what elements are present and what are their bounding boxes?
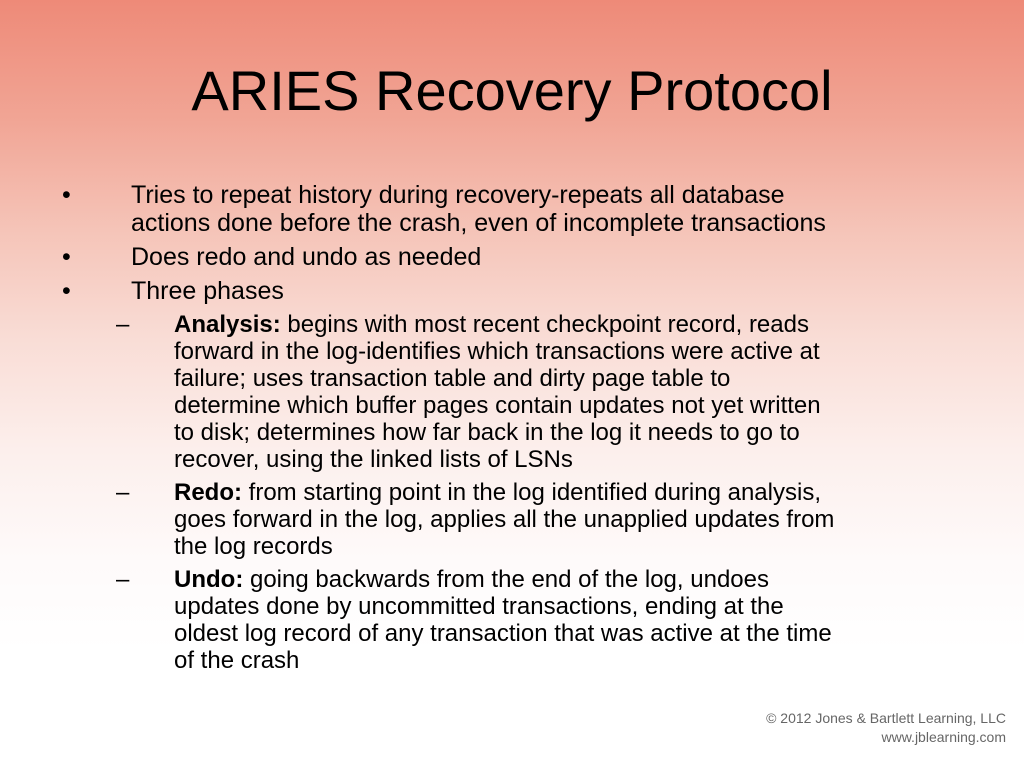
bullet-marker: •: [62, 277, 71, 305]
phase-redo: [0, 479, 1024, 560]
sub-bullet-line: recover, using the linked lists of LSNs: [174, 446, 573, 473]
bullet-text: [131, 181, 931, 237]
copyright-footer: [766, 709, 1006, 747]
bullet-marker: •: [62, 181, 71, 209]
sub-bullet-line: oldest log record of any transaction that was active at the time: [174, 620, 832, 647]
sub-bullet-marker: –: [116, 566, 130, 593]
sub-bullet-line: failure; uses transaction table and dirty page table to: [174, 365, 731, 392]
website-text: www.jblearning.com: [881, 729, 1006, 745]
phase-term: Undo:: [174, 566, 244, 593]
sub-bullet-text: [174, 479, 974, 560]
bullet-line: Three phases: [131, 277, 284, 305]
phase-term: Redo:: [174, 479, 242, 506]
sub-bullet-line: determine which buffer pages contain updates not yet written: [174, 392, 821, 419]
sub-bullet-line: begins with most recent checkpoint record, reads: [280, 311, 809, 338]
sub-bullet-line: updates done by uncommitted transactions, ending at the: [174, 593, 784, 620]
phase-analysis: [0, 311, 1024, 473]
bullet-line: Does redo and undo as needed: [131, 243, 482, 271]
bullet-item: [0, 181, 1024, 237]
sub-bullet-line: going backwards from the end of the log, undoes: [243, 566, 769, 593]
sub-bullet-line: to disk; determines how far back in the log it needs to go to: [174, 419, 800, 446]
sub-bullet-line: goes forward in the log, applies all the unapplied updates from: [174, 506, 835, 533]
sub-bullet-text: [174, 311, 974, 473]
bullet-text: [131, 277, 931, 305]
bullet-item: [0, 243, 1024, 271]
phase-term: Analysis:: [174, 311, 281, 338]
sub-bullet-marker: –: [116, 311, 130, 338]
bullet-item: [0, 277, 1024, 305]
bullet-text: [131, 243, 931, 271]
bullet-marker: •: [62, 243, 71, 271]
sub-bullet-line: forward in the log-identifies which transactions were active at: [174, 338, 820, 365]
sub-bullet-line: the log records: [174, 533, 333, 560]
phase-undo: [0, 566, 1024, 674]
sub-bullet-text: [174, 566, 974, 674]
sub-bullet-line: from starting point in the log identified during analysis,: [242, 479, 821, 506]
sub-bullet-marker: –: [116, 479, 130, 506]
slide-content: [0, 181, 1024, 680]
slide-title: ARIES Recovery Protocol: [191, 59, 833, 122]
copyright-text: © 2012 Jones & Bartlett Learning, LLC: [766, 710, 1006, 726]
bullet-line: Tries to repeat history during recovery-repeats all database: [131, 181, 785, 209]
bullet-line: actions done before the crash, even of incomplete transactions: [131, 209, 826, 237]
sub-bullet-line: of the crash: [174, 647, 300, 674]
